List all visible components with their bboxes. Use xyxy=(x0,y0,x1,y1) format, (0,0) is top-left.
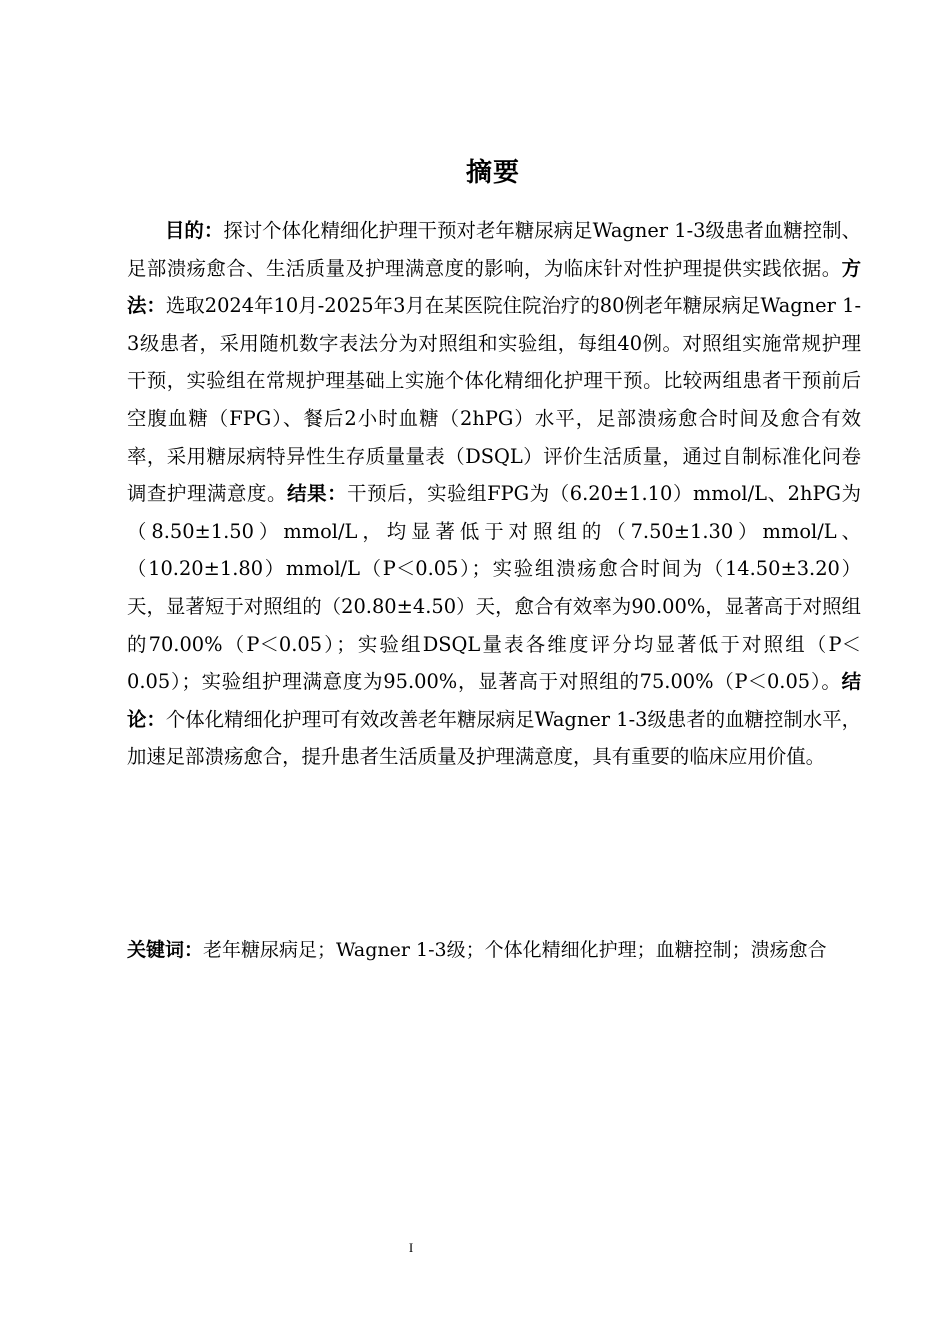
keywords xyxy=(127,938,847,963)
methods-label: 方法： xyxy=(127,256,861,318)
objective-text: 探讨个体化精细化护理干预对老年糖尿病足Wagner 1-3级患者血糖控制、足部溃疡愈合、生活质量及护理满意度的影响，为临床针对性护理提供实践依据。 xyxy=(127,219,861,280)
results-label: 结果： xyxy=(287,482,348,506)
methods-text: 选取2024年10月-2025年3月在某医院住院治疗的80例老年糖尿病足Wagner 1-3级患者，采用随机数字表法分为对照组和实验组，每组40例。对照组实施常规护理干预，实验组在常规护理基础上实施个体化精细化护理干预。比较两组患者干预前后空腹血糖（FPG）、餐后2小时血糖（2hPG）水平，足部溃疡愈合时间及愈合有效率，采用糖尿病特异性生存质量量表（DSQL）评价生活质量，通过自制标准化问卷调查护理满意度。 xyxy=(127,294,862,506)
conclusion-text: 个体化精细化护理可有效改善老年糖尿病足Wagner 1-3级患者的血糖控制水平，加速足部溃疡愈合，提升患者生活质量及护理满意度，具有重要的临床应用价值。 xyxy=(127,707,862,769)
results-text: 干预后，实验组FPG为（6.20±1.10）mmol/L、2hPG为（8.50±1.50）mmol/L，均显著低于对照组的（7.50±1.30）mmol/L、（10.20±1.80）mmol/L（P＜0.05）；实验组溃疡愈合时间为（14.50±3.20）天，显著短于对照组的（20.80±4.50）天，愈合有效率为90.00%，显著高于对照组的70.00%（P＜0.05）；实验组DSQL量表各维度评分均显著低于对照组（P＜0.05）；实验组护理满意度为95.00%，显著高于对照组的75.00%（P＜0.05）。 xyxy=(127,482,862,694)
page-title: 摘要 xyxy=(465,158,520,188)
conclusion-label: 结论： xyxy=(127,670,861,731)
keywords-text: 老年糖尿病足；Wagner 1-3级；个体化精细化护理；血糖控制；溃疡愈合 xyxy=(203,939,827,961)
abstract-body xyxy=(127,212,861,776)
objective-label: 目的： xyxy=(165,219,224,242)
page-number: I xyxy=(408,1240,414,1255)
keywords-label: 关键词： xyxy=(127,939,204,961)
